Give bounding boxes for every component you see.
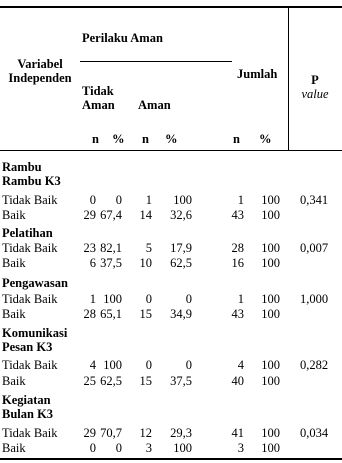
bottom-rule — [0, 458, 342, 460]
cell-n-tidak-aman: 6 — [89, 256, 96, 270]
header-perilaku-aman: Perilaku Aman — [82, 31, 163, 45]
header-value: value — [301, 87, 329, 101]
header-n-2: n — [142, 132, 149, 146]
cell-pct-aman: 37,5 — [170, 374, 192, 388]
header-n-3: n — [233, 132, 240, 146]
cell-pct-aman: 29,3 — [170, 426, 192, 440]
cell-n-jumlah: 16 — [231, 256, 244, 270]
cell-n-aman: 15 — [139, 307, 152, 321]
cell-n-aman: 12 — [139, 426, 152, 440]
cell-n-jumlah: 1 — [237, 193, 244, 207]
cell-n-aman: 0 — [145, 292, 152, 306]
row-label: Tidak Baik — [2, 193, 58, 207]
header-variabel: Variabel Independen — [8, 57, 72, 85]
group-title: Pelatihan — [2, 226, 53, 240]
cell-pct-aman: 34,9 — [170, 307, 192, 321]
cell-p-value: 1,000 — [299, 292, 329, 306]
header-n-1: n — [92, 132, 99, 146]
cell-pct-tidak-aman: 65,1 — [100, 307, 122, 321]
cell-pct-aman: 100 — [173, 441, 192, 455]
cell-pct-jumlah: 100 — [261, 241, 280, 255]
cell-n-aman: 0 — [145, 358, 152, 372]
header-p: P — [311, 73, 319, 87]
cell-pct-aman: 100 — [173, 193, 192, 207]
cell-pct-jumlah: 100 — [261, 193, 280, 207]
cell-p-value: 0,034 — [299, 426, 329, 440]
row-label: Baik — [2, 307, 26, 321]
cell-n-tidak-aman: 23 — [83, 241, 96, 255]
row-label: Tidak Baik — [2, 241, 58, 255]
cell-pct-tidak-aman: 67,4 — [100, 208, 122, 222]
header-bottom-rule — [0, 150, 342, 151]
cell-n-tidak-aman: 29 — [83, 208, 96, 222]
cell-pct-tidak-aman: 0 — [115, 441, 122, 455]
cell-n-jumlah: 41 — [231, 426, 244, 440]
cell-pct-tidak-aman: 62,5 — [100, 374, 122, 388]
cell-pct-tidak-aman: 0 — [115, 193, 122, 207]
cell-n-tidak-aman: 29 — [83, 426, 96, 440]
cell-pct-jumlah: 100 — [261, 441, 280, 455]
cell-pct-aman: 17,9 — [170, 241, 192, 255]
cell-pct-aman: 32,6 — [170, 208, 192, 222]
cell-n-tidak-aman: 25 — [83, 374, 96, 388]
top-rule — [0, 6, 342, 8]
header-pct-3: % — [259, 132, 272, 146]
cell-n-tidak-aman: 1 — [89, 292, 96, 306]
cell-pct-jumlah: 100 — [261, 208, 280, 222]
cell-n-jumlah: 43 — [231, 208, 244, 222]
cell-pct-tidak-aman: 100 — [103, 292, 122, 306]
cell-n-jumlah: 43 — [231, 307, 244, 321]
header-pct-2: % — [165, 132, 178, 146]
group-title: Pengawasan — [2, 276, 68, 290]
cell-n-tidak-aman: 0 — [89, 193, 96, 207]
cell-n-aman: 15 — [139, 374, 152, 388]
cell-pct-jumlah: 100 — [261, 307, 280, 321]
cell-p-value: 0,341 — [299, 193, 329, 207]
cell-pct-tidak-aman: 70,7 — [100, 426, 122, 440]
row-label: Baik — [2, 374, 26, 388]
header-jumlah: Jumlah — [237, 67, 278, 81]
cell-pct-tidak-aman: 100 — [103, 358, 122, 372]
cell-n-aman: 10 — [139, 256, 152, 270]
cell-n-jumlah: 3 — [237, 441, 244, 455]
header-tidak-aman: Tidak Aman — [82, 84, 115, 112]
cell-p-value: 0,282 — [299, 358, 329, 372]
cell-pct-jumlah: 100 — [261, 426, 280, 440]
header-pct-1: % — [112, 132, 125, 146]
cell-pct-jumlah: 100 — [261, 358, 280, 372]
row-label: Baik — [2, 256, 26, 270]
cell-pct-tidak-aman: 37,5 — [100, 256, 122, 270]
cell-n-tidak-aman: 28 — [83, 307, 96, 321]
group-title: Rambu Rambu K3 — [2, 160, 61, 188]
cell-pct-jumlah: 100 — [261, 374, 280, 388]
row-label: Baik — [2, 441, 26, 455]
cell-n-aman: 3 — [145, 441, 152, 455]
header-aman: Aman — [138, 98, 171, 112]
cell-pct-aman: 0 — [185, 358, 192, 372]
row-label: Tidak Baik — [2, 292, 58, 306]
cell-pct-tidak-aman: 82,1 — [100, 241, 122, 255]
cell-n-jumlah: 4 — [237, 358, 244, 372]
cell-pct-aman: 62,5 — [170, 256, 192, 270]
cell-n-jumlah: 1 — [237, 292, 244, 306]
cell-n-aman: 1 — [145, 193, 152, 207]
pvalue-divider — [288, 6, 289, 150]
cell-n-jumlah: 28 — [231, 241, 244, 255]
row-label: Tidak Baik — [2, 358, 58, 372]
cell-pct-jumlah: 100 — [261, 256, 280, 270]
row-label: Baik — [2, 208, 26, 222]
header-sub-rule — [80, 61, 232, 62]
cell-pct-jumlah: 100 — [261, 292, 280, 306]
cell-n-aman: 5 — [145, 241, 152, 255]
cell-p-value: 0,007 — [299, 241, 329, 255]
cell-pct-aman: 0 — [185, 292, 192, 306]
group-title: Komunikasi Pesan K3 — [2, 326, 68, 354]
row-label: Tidak Baik — [2, 426, 58, 440]
group-title: Kegiatan Bulan K3 — [2, 393, 54, 421]
cell-n-tidak-aman: 4 — [89, 358, 96, 372]
cell-n-aman: 14 — [139, 208, 152, 222]
cell-n-tidak-aman: 0 — [89, 441, 96, 455]
cell-n-jumlah: 40 — [231, 374, 244, 388]
